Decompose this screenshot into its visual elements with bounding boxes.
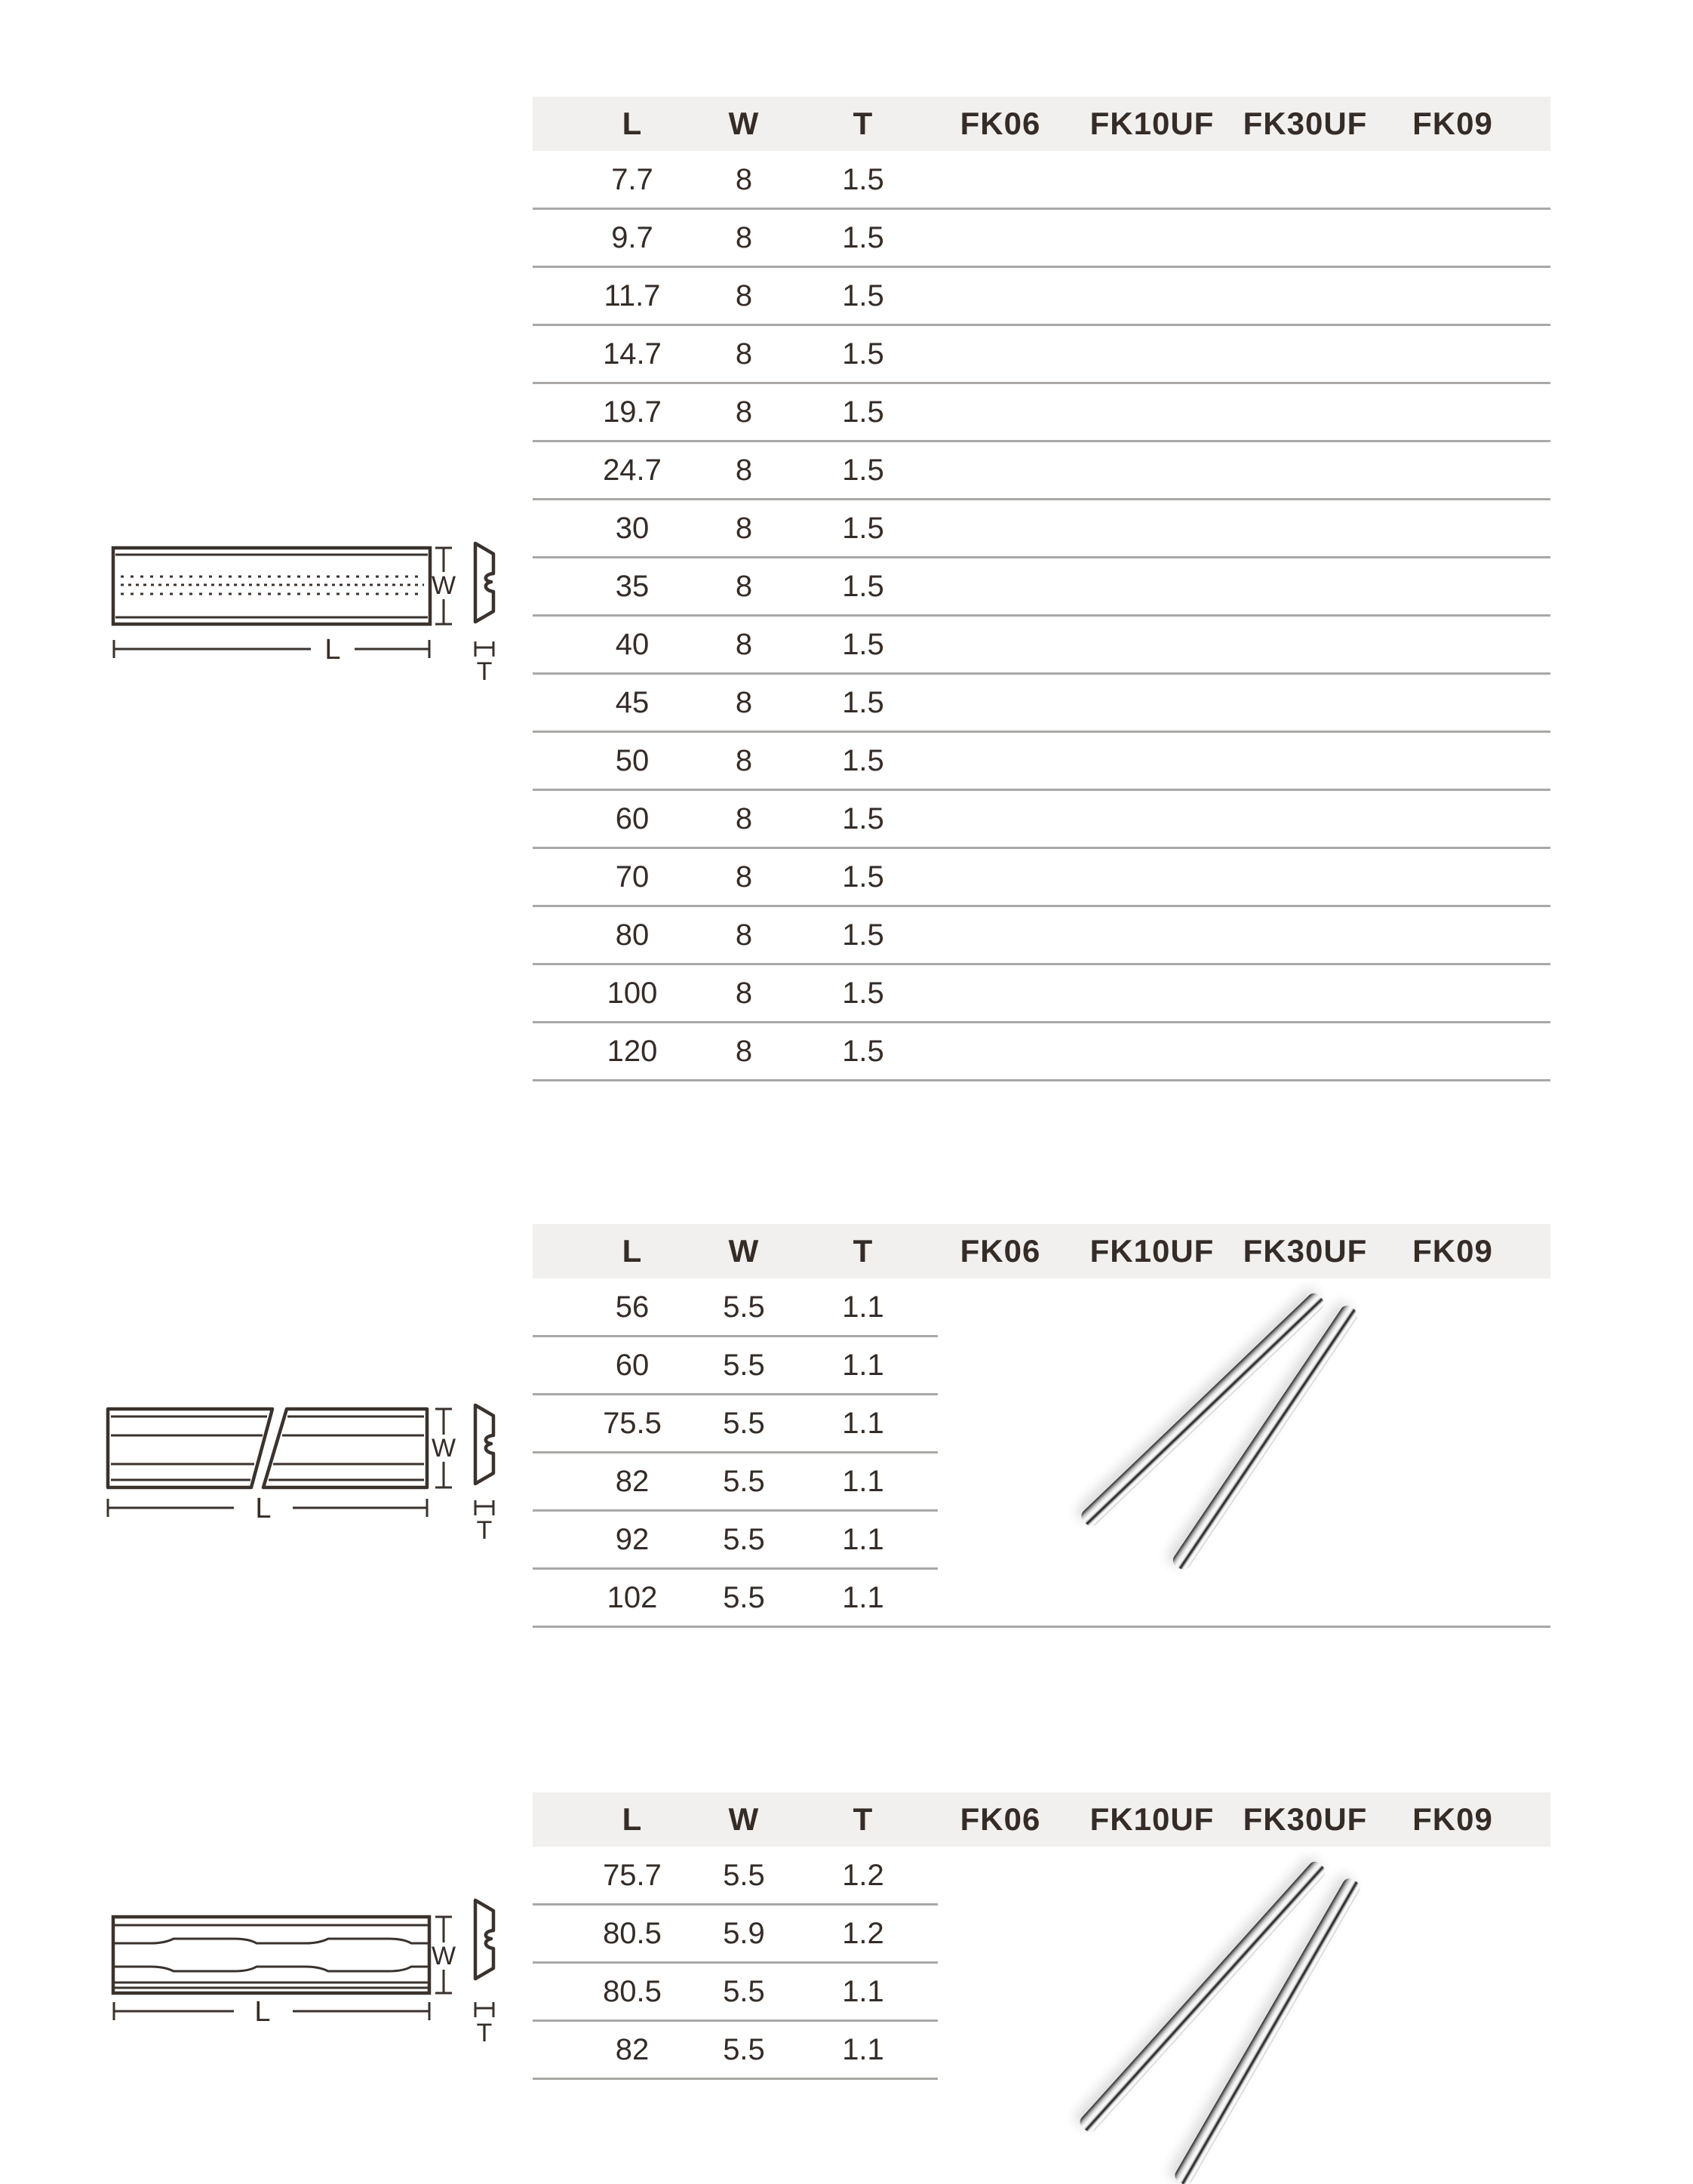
cell-w: 8 [735,628,753,661]
cell-l: 82 [615,1465,650,1498]
column-header-fk09: FK09 [1412,1233,1493,1269]
table-row [533,674,1550,732]
cell-w: 8 [735,1035,753,1068]
table-row [533,500,1550,558]
cell-w: 8 [735,686,753,719]
table-row [533,732,1550,790]
column-header-fk10uf: FK10UF [1089,1801,1215,1837]
width-dim-label: W [431,1434,456,1463]
cell-w: 5.5 [723,1349,765,1382]
column-header-fk30uf: FK30UF [1243,1233,1368,1269]
length-dim-label: L [324,634,341,666]
product-photo-2 [1003,1849,1426,2184]
cell-w: 5.5 [723,1581,765,1614]
cell-l: 40 [615,628,650,661]
cell-t: 1.5 [842,977,884,1010]
cell-t: 1.1 [842,1465,884,1498]
blade-profile [475,1900,493,1979]
table-header [533,1224,1550,1278]
cell-l: 11.7 [604,279,661,312]
cell-w: 5.5 [723,1290,765,1324]
table-row [533,383,1550,441]
table-row [533,790,1550,848]
column-header-l: L [622,106,643,141]
table-row [533,1023,1550,1081]
cell-t: 1.5 [842,163,884,196]
column-header-t: T [853,1801,874,1837]
table-row [533,848,1550,906]
cell-l: 120 [607,1035,658,1068]
cell-l: 92 [615,1523,650,1556]
table-row [533,441,1550,500]
cell-l: 60 [615,1349,650,1382]
column-header-fk30uf: FK30UF [1243,106,1368,141]
cell-w: 8 [735,860,753,894]
cell-t: 1.2 [842,1859,884,1892]
cell-l: 14.7 [603,337,662,371]
cell-l: 80.5 [603,1975,662,2008]
column-header-t: T [853,106,874,141]
cell-l: 9.7 [611,221,653,254]
cell-t: 1.1 [842,1581,884,1614]
cell-w: 8 [735,977,753,1010]
cell-l: 56 [615,1290,650,1324]
serration-line [115,1939,428,1943]
cell-l: 30 [615,512,650,545]
size-table-1 [533,97,1550,1081]
cell-t: 1.5 [842,918,884,952]
width-dim-label: W [431,1942,456,1970]
cell-w: 5.9 [723,1917,765,1950]
table-row [533,558,1550,616]
cell-l: 19.7 [603,395,662,429]
cell-t: 1.1 [842,2033,884,2066]
cell-l: 80.5 [603,1917,662,1950]
column-header-w: W [728,106,760,141]
cell-w: 8 [735,221,753,254]
column-header-l: L [622,1233,643,1269]
blade-profile [475,543,493,622]
table-body [533,151,1550,1081]
cell-t: 1.1 [842,1349,884,1382]
column-header-t: T [853,1233,874,1269]
cell-w: 5.5 [723,1465,765,1498]
cell-w: 8 [735,454,753,487]
column-header-fk10uf: FK10UF [1089,1233,1215,1269]
cell-t: 1.5 [842,802,884,835]
cell-t: 1.5 [842,1035,884,1068]
blade-drawing-1 [106,521,528,702]
cell-w: 8 [735,802,753,835]
table-row [533,906,1550,964]
table-header [533,1792,1550,1847]
cell-t: 1.5 [842,570,884,603]
table-row [533,209,1550,267]
cell-t: 1.5 [842,860,884,894]
width-dim-label: W [431,571,456,600]
cell-l: 100 [607,977,658,1010]
cell-t: 1.5 [842,686,884,719]
cell-t: 1.5 [842,628,884,661]
cell-l: 35 [615,570,650,603]
table-row [533,616,1550,674]
cell-t: 1.5 [842,395,884,429]
column-header-fk09: FK09 [1412,106,1493,141]
blade-profile [475,1405,493,1484]
cell-w: 5.5 [723,1407,765,1440]
length-dim-label: L [255,1493,272,1524]
column-header-fk06: FK06 [960,1801,1041,1837]
cell-w: 8 [735,570,753,603]
cell-w: 8 [735,512,753,545]
cell-t: 1.5 [842,221,884,254]
cell-w: 8 [735,918,753,952]
cell-t: 1.5 [842,279,884,312]
cell-l: 102 [607,1581,658,1614]
table-row [533,964,1550,1023]
column-header-fk06: FK06 [960,1233,1041,1269]
column-header-fk09: FK09 [1412,1801,1493,1837]
cell-l: 82 [615,2033,650,2066]
cell-l: 75.5 [603,1407,662,1440]
cell-t: 1.5 [842,337,884,371]
table-header [533,97,1550,151]
column-header-fk10uf: FK10UF [1089,106,1215,141]
table-row [533,267,1550,325]
cell-t: 1.2 [842,1917,884,1950]
cell-t: 1.1 [842,1290,884,1324]
cell-t: 1.1 [842,1407,884,1440]
thickness-dim-label: T [476,657,493,686]
column-header-fk30uf: FK30UF [1243,1801,1368,1837]
cell-l: 75.7 [603,1859,662,1892]
cell-l: 45 [615,686,650,719]
cell-w: 5.5 [723,2033,765,2066]
cell-t: 1.1 [842,1975,884,2008]
cell-w: 5.5 [723,1523,765,1556]
cell-w: 8 [735,744,753,777]
cell-l: 50 [615,744,650,777]
cell-t: 1.1 [842,1523,884,1556]
thickness-dim-label: T [476,1516,493,1545]
table-row [533,325,1550,383]
length-dim-label: L [254,1996,271,2028]
cell-t: 1.5 [842,454,884,487]
cell-w: 5.5 [723,1975,765,2008]
blade-drawing-2 [106,1389,528,1570]
cell-w: 8 [735,395,753,429]
cell-l: 70 [615,860,650,894]
cell-t: 1.5 [842,512,884,545]
cell-w: 8 [735,337,753,371]
table-row [533,151,1550,209]
column-header-fk06: FK06 [960,106,1041,141]
cell-w: 5.5 [723,1859,765,1892]
column-header-w: W [728,1801,760,1837]
cell-w: 8 [735,279,753,312]
column-header-l: L [622,1801,643,1837]
column-header-w: W [728,1233,760,1269]
product-photo-1 [1003,1283,1411,1607]
thickness-dim-label: T [476,2019,493,2047]
cell-l: 80 [615,918,650,952]
cell-l: 7.7 [611,163,653,196]
serration-line [115,1967,428,1971]
cell-l: 24.7 [603,454,662,487]
cell-l: 60 [615,802,650,835]
cell-t: 1.5 [842,744,884,777]
cell-w: 8 [735,163,753,196]
blade-drawing-3 [106,1887,528,2068]
